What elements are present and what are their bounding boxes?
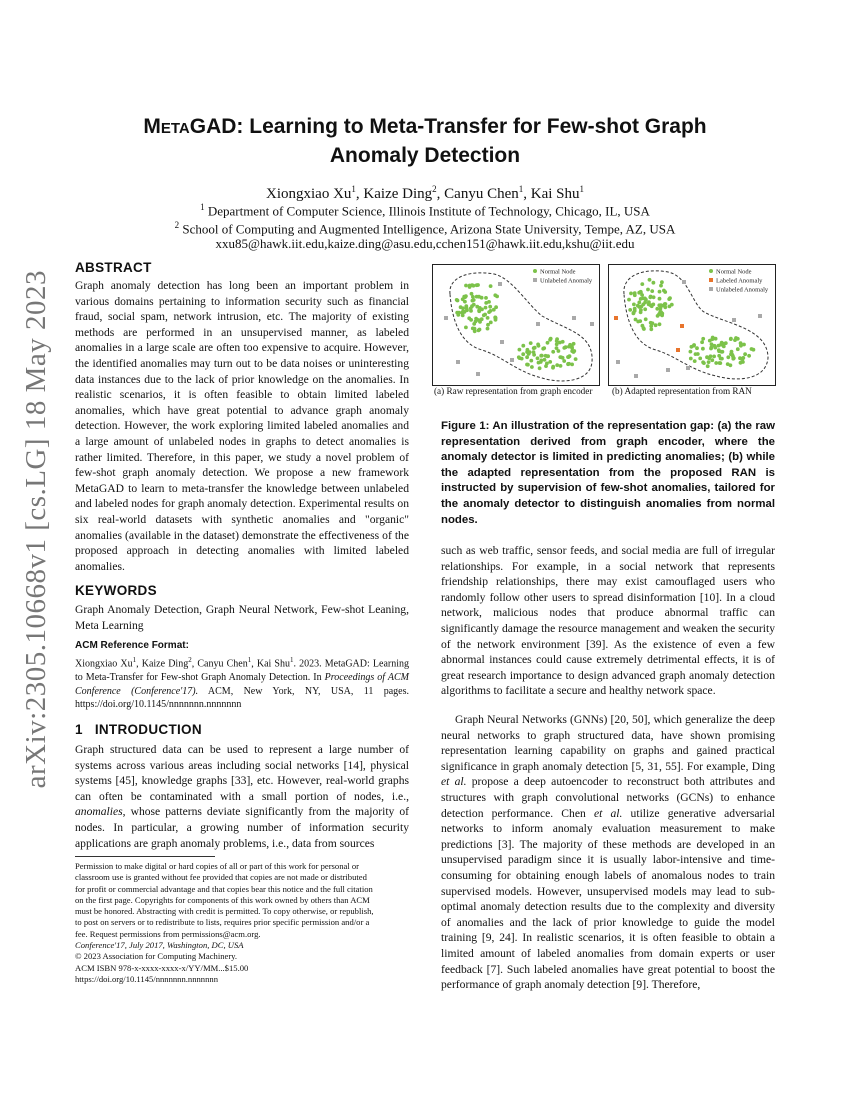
acm-reference-heading: ACM Reference Format: [75,640,189,651]
normal-node-point [657,303,661,307]
legend-anomaly-icon [533,278,537,282]
unlabeled-anomaly-point [682,280,686,284]
normal-node-point [718,361,722,365]
normal-node-point [530,365,534,369]
normal-node-point [706,364,710,368]
normal-node-point [520,357,524,361]
normal-node-point [493,316,497,320]
normal-node-point [651,321,655,325]
normal-node-point [551,365,555,369]
title-method-name: MetaGAD [143,115,237,138]
normal-node-point [464,326,468,330]
normal-node-point [492,308,496,312]
normal-node-point [641,324,645,328]
normal-node-point [475,283,479,287]
normal-node-point [566,355,570,359]
unlabeled-anomaly-point [510,358,514,362]
normal-node-point [634,318,638,322]
normal-node-point [555,342,559,346]
normal-node-point [660,280,664,284]
normal-node-point [551,350,555,354]
normal-node-point [670,303,674,307]
affiliation: $^2$ School of Computing and Augmented Intelligence, Arizona State University, Tempe, AZ, USA [174,220,676,237]
normal-node-point [484,296,488,300]
abstract-heading: ABSTRACT [75,260,152,275]
normal-node-point [663,302,667,306]
normal-node-point [709,346,713,350]
keywords-heading: KEYWORDS [75,583,157,598]
normal-node-point [477,295,481,299]
unlabeled-anomaly-point [590,322,594,326]
figure-panel-a [432,264,600,386]
author-name: Kaize Ding [363,186,433,202]
normal-node-point [493,293,497,297]
normal-node-point [482,313,486,317]
normal-node-point [714,361,718,365]
normal-node-point [736,337,740,341]
normal-node-point [627,298,631,302]
normal-node-point [537,344,541,348]
normal-node-point [658,322,662,326]
normal-node-point [742,343,746,347]
keywords-text: Graph Anomaly Detection, Graph Neural Network, Few-shot Leaning, Meta Learning [75,603,409,632]
normal-node-point [726,362,730,366]
normal-node-point [474,320,478,324]
normal-node-point [566,362,570,366]
normal-node-point [489,284,493,288]
legend-normal-icon [533,269,537,273]
legend-label: Normal Node [540,268,576,276]
scatter-plot-adapted [608,264,776,386]
legend-label: Labeled Anomaly [716,277,763,285]
footnote-rule [75,856,215,857]
normal-node-point [487,300,491,304]
normal-node-point [469,318,473,322]
normal-node-point [732,356,736,360]
normal-node-point [470,292,474,296]
unlabeled-anomaly-point [732,318,736,322]
normal-node-point [720,341,724,345]
normal-node-point [461,306,465,310]
unlabeled-anomaly-point [498,282,502,286]
title-line2: Anomaly Detection [329,144,521,167]
normal-node-point [654,323,658,327]
normal-node-point [641,303,645,307]
normal-node-point [536,356,540,360]
normal-node-point [526,363,530,367]
author-name: Canyu Chen [444,186,519,202]
normal-node-point [475,305,479,309]
normal-node-point [572,349,576,353]
introduction-text: Graph structured data can be used to represent a large number of systems across various areas including social networks [14], physical systems [45], knowledge graphs [33], etc. However, real-world graphs can often be contaminated with a small portion of nodes, i.e., anomalies, whose patterns deviate significantly from the majority of nodes. In particular, a growing number of information security applications are graph anomaly problems, i.e., data from sources [75,743,409,850]
normal-node-point [695,346,699,350]
normal-node-point [694,352,698,356]
normal-node-point [642,327,646,331]
normal-node-point [544,364,548,368]
normal-node-point [529,341,533,345]
normal-node-point [714,337,718,341]
unlabeled-anomaly-point [758,314,762,318]
normal-node-point [667,297,671,301]
normal-node-point [455,298,459,302]
body-paragraph: such as web traffic, sensor feeds, and social media are full of irregular relationships. For example, in a social network that represents friendship relationships, there may exist camouflaged users who randomly follow other users to spread disinformation [10]. In a cloud network, malicious nodes that produce abnormal traffic can significantly damage the resource management and weaken the security of the network environment [39]. As the existence of even a few abnormal instances could cause extremely detrimental effects, it is of great research importance to design advanced graph anomaly detection algorithms to facilitate a secure and healthy network space. [441,544,775,698]
normal-node-point [559,364,563,368]
normal-node-point [548,360,552,364]
normal-node-point [659,284,663,288]
normal-node-point [701,337,705,341]
legend-label: Unlabeled Anomaly [716,286,769,294]
normal-node-point [538,366,542,370]
normal-node-point [639,290,643,294]
normal-node-point [539,360,543,364]
legend-anomaly-icon [709,278,713,282]
body-paragraph: Graph Neural Networks (GNNs) [20, 50], which generalize the deep neural networks to graph structured data, have shown promising representation learning capability on graphs and gained practical significance in graph anomaly detection [5, 31, 55]. For example, Ding et al. propose a deep autoencoder to reconstruct both attributes and structures with graph convolutional networks (GCNs) to enhance detection performance. Chen et al. utilize generative adversarial networks to inform anomaly evaluation measurement to make predictions [3]. The majority of these methods are developed in an unsupervised paradigm since it is usually labor-intensive and time-consuming for obtaining enough labels of anomalous nodes to train supervised models. However, unsupervised models may lead to sub-optimal anomaly detection results due to the complexity and diversity of anomalies and the lack of prior knowledge to guide the model training [9, 24]. In realistic scenarios, it is often feasible to obtain a limited amount of labeled anomalies from domain experts or user feedback [7]. Such labeled anomalies have great potential to boost the performance of graph anomaly detection [9]. Therefore, [441,713,775,992]
normal-node-point [539,354,543,358]
normal-node-point [651,303,655,307]
unlabeled-anomaly-point [476,372,480,376]
normal-node-point [698,357,702,361]
normal-node-point [488,305,492,309]
unlabeled-anomaly-point [616,360,620,364]
normal-node-point [518,348,522,352]
normal-node-point [650,289,654,293]
normal-node-point [542,346,546,350]
unlabeled-anomaly-point [536,322,540,326]
normal-node-point [640,282,644,286]
normal-node-point [638,319,642,323]
normal-node-point [747,354,751,358]
legend-normal-icon [709,269,713,273]
figure-panel-b [608,264,776,386]
normal-node-point [701,360,705,364]
normal-node-point [484,306,488,310]
legend-label: Unlabeled Anomaly [540,277,593,285]
normal-node-point [555,363,559,367]
unlabeled-anomaly-point [500,340,504,344]
legend-label: Normal Node [716,268,752,276]
normal-node-point [637,301,641,305]
normal-node-point [736,347,740,351]
normal-node-point [707,356,711,360]
normal-node-point [655,307,659,311]
unlabeled-anomaly-point [686,366,690,370]
normal-node-point [486,327,490,331]
paper-title [80,112,770,170]
normal-node-point [562,359,566,363]
normal-node-point [628,308,632,312]
normal-node-point [471,299,475,303]
normal-node-point [717,354,721,358]
normal-node-point [463,310,467,314]
normal-node-point [521,352,525,356]
subcaption-a: (a) Raw representation from graph encoder [434,386,593,396]
normal-node-point [663,305,667,309]
title-line1: : Learning to Meta-Transfer for Few-shot Graph [236,115,707,138]
normal-node-point [478,328,482,332]
normal-node-point [701,347,705,351]
subcaption-b: (b) Adapted representation from RAN [612,386,752,396]
normal-node-point [480,317,484,321]
introduction-heading: 1 INTRODUCTION [75,722,202,737]
normal-node-point [632,312,636,316]
unlabeled-anomaly-point [572,316,576,320]
normal-node-point [722,345,726,349]
acm-reference-text: Xiongxiao Xu$^1$, Kaize Ding$^2$, Canyu Chen$^1$, Kai Shu$^1$. 2023. MetaGAD: Learning to Meta-Transfer for Few-shot Graph Anomaly Detection. In Proceedings of ACM Conference (Conference'17). ACM, New York, NY, USA, 11 pages. https://doi.org/10.1145/nnnnnnn.nnnnnnn [75,656,409,711]
normal-node-point [558,355,562,359]
normal-node-point [529,359,533,363]
normal-node-point [743,352,747,356]
author-name: Xiongxiao Xu [266,186,352,202]
normal-node-point [717,344,721,348]
author-list: Xiongxiao Xu$^1$, Kaize Ding$^2$, Canyu Chen$^1$, Kai Shu$^1$ [266,184,584,202]
normal-node-point [533,346,537,350]
copyright-footnote: Permission to make digital or hard copies of all or part of this work for personal or classroom use is granted without fee provided that copies are not made or distributed for profit or commercial advantage and that copies bear this notice and the full citation on the first page. Copyrights for components of this work owned by others than ACM must be honored. Abstracting with credit is permitted. To copy otherwise, or republish, to post on servers or to redistribute to lists, requires prior specific permission and/or a fee. Request permissions from permissions@acm.org. Conference'17, July 2017, Washington, DC, USA © 2023 Association for Computing Machinery. ACM ISBN 978-x-xxxx-xxxx-x/YY/MM...$15.00 https://doi.org/10.1145/nnnnnnn.nnnnnnn [75,861,374,984]
unlabeled-anomaly-point [444,316,448,320]
normal-node-point [462,295,466,299]
normal-node-point [712,355,716,359]
normal-node-point [648,278,652,282]
normal-node-point [549,337,553,341]
normal-node-point [463,300,467,304]
normal-node-point [693,359,697,363]
normal-node-point [480,308,484,312]
normal-node-point [717,349,721,353]
figure-caption: Figure 1: An illustration of the representation gap: (a) the raw representation derived from graph encoder, where the anomaly detector is limited in predicting anomalies; (b) while the adapted representation from the proposed RAN is instructed by supervision of few-shot anomalies, tailored for the anomaly detector to distinguish anomalies from normal nodes. [441,420,775,526]
author-name: Kai Shu [530,186,580,202]
normal-node-point [557,349,561,353]
normal-node-point [633,293,637,297]
normal-node-point [660,312,664,316]
normal-node-point [641,297,645,301]
normal-node-point [726,355,730,359]
normal-node-point [632,303,636,307]
normal-node-point [629,292,633,296]
affiliation: $^1$ Department of Computer Science, Illinois Institute of Technology, Chicago, IL, USA [200,202,650,219]
normal-node-point [464,284,468,288]
normal-node-point [658,297,662,301]
unlabeled-anomaly-point [666,368,670,372]
normal-node-point [546,341,550,345]
normal-node-point [652,281,656,285]
unlabeled-anomaly-point [456,360,460,364]
normal-node-point [525,355,529,359]
normal-node-point [473,329,477,333]
normal-node-point [465,306,469,310]
labeled-anomaly-point [680,324,684,328]
normal-node-point [663,290,667,294]
normal-node-point [639,310,643,314]
abstract-text: Graph anomaly detection has long been an important problem in various domains pertaining to information security such as financial fraud, social spam, network intrusion, etc. The majority of existing methods are performed in an unsupervised manner, as labeled anomalies in a large scale are often too expensive to acquire. However, the identified anomalies may turn out to be data noises or uninteresting data instances due to the lack of prior knowledge on the anomalies. In realistic scenarios, it is often feasible to obtain limited labeled anomalies, which have great potential to advance graph anomaly detection. However, the work exploring limited labeled anomalies and a large amount of unlabeled nodes in graphs to detect anomalies is rather limited. Therefore, in this paper, we study a novel problem of few-shot graph anomaly detection. We propose a new framework MetaGAD to learn to meta-transfer the knowledge between unlabeled and labeled nodes for graph anomaly detection. Experimental results on six real-world datasets with synthetic anomalies and "organic" anomalies (available in the dataset) demonstrate the effectiveness of the proposed approach in detecting anomalies with limited labeled anomalies. [75,279,409,573]
scatter-plot-raw [432,264,600,386]
normal-node-point [707,360,711,364]
normal-node-point [572,342,576,346]
normal-node-point [652,295,656,299]
normal-node-point [487,310,491,314]
normal-node-point [643,307,647,311]
normal-node-point [710,358,714,362]
normal-node-point [521,344,525,348]
author-emails: xxu85@hawk.iit.edu,kaize.ding@asu.edu,cchen151@hawk.iit.edu,kshu@iit.edu [215,236,635,251]
normal-node-point [543,358,547,362]
normal-node-point [470,304,474,308]
normal-node-point [489,321,493,325]
normal-node-point [647,300,651,304]
normal-node-point [713,346,717,350]
arxiv-stamp: arXiv:2305.10668v1 [cs.LG] 18 May 2023 [20,270,52,789]
normal-node-point [532,350,536,354]
normal-node-point [689,357,693,361]
normal-node-point [752,348,756,352]
labeled-anomaly-point [676,348,680,352]
normal-node-point [469,309,473,313]
normal-node-point [562,346,566,350]
unlabeled-anomaly-point [634,374,638,378]
normal-node-point [739,361,743,365]
normal-node-point [646,288,650,292]
normal-node-point [700,340,704,344]
normal-node-point [708,339,712,343]
normal-node-point [558,341,562,345]
normal-node-point [544,354,548,358]
labeled-anomaly-point [614,316,618,320]
normal-node-point [525,350,529,354]
normal-node-point [729,337,733,341]
normal-node-point [486,316,490,320]
normal-node-point [472,284,476,288]
normal-node-point [658,290,662,294]
normal-node-point [692,344,696,348]
normal-node-point [574,357,578,361]
normal-node-point [644,317,648,321]
normal-node-point [689,350,693,354]
normal-node-point [721,350,725,354]
legend-anomaly-icon [709,287,713,291]
normal-node-point [457,311,461,315]
